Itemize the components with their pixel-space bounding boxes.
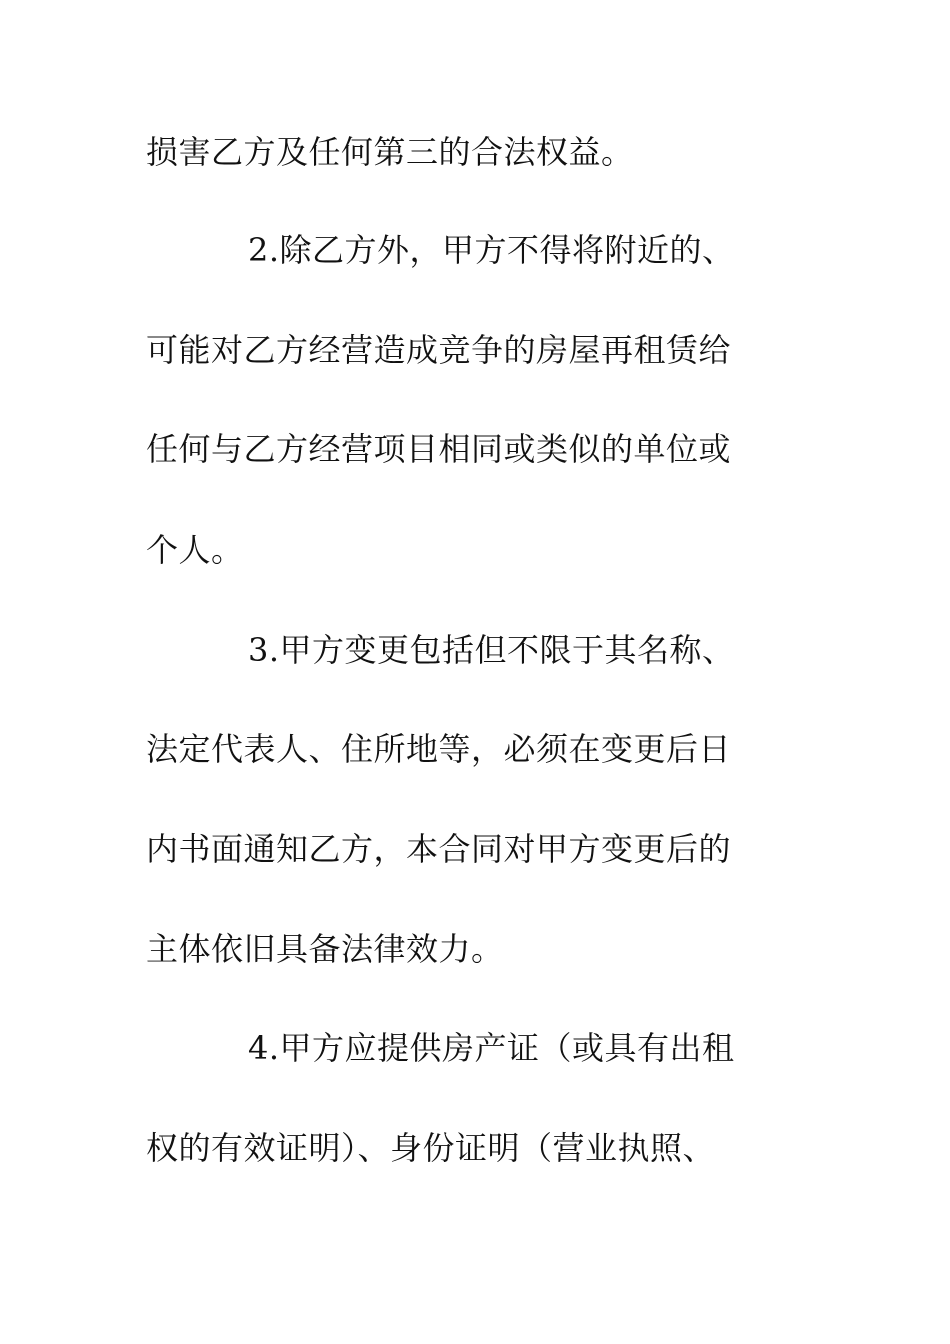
text-line: 内书面通知乙方，本合同对甲方变更后的	[146, 830, 732, 868]
paragraph-4-line: 4.甲方应提供房产证（或具有出租	[248, 1029, 735, 1067]
paragraph-3-line: 3.甲方变更包括但不限于其名称、	[248, 631, 735, 669]
text-line: 任何与乙方经营项目相同或类似的单位或	[146, 430, 732, 468]
paragraph-2-line: 2.除乙方外，甲方不得将附近的、	[248, 231, 735, 269]
text-line: 主体依旧具备法律效力。	[146, 930, 504, 968]
text-line: 损害乙方及任何第三的合法权益。	[146, 133, 634, 171]
text-line: 权的有效证明）、身份证明（营业执照、	[146, 1129, 716, 1167]
text-line: 可能对乙方经营造成竞争的房屋再租赁给	[146, 331, 732, 369]
text-line: 个人。	[146, 531, 244, 569]
text-line: 法定代表人、住所地等，必须在变更后日	[146, 730, 732, 768]
